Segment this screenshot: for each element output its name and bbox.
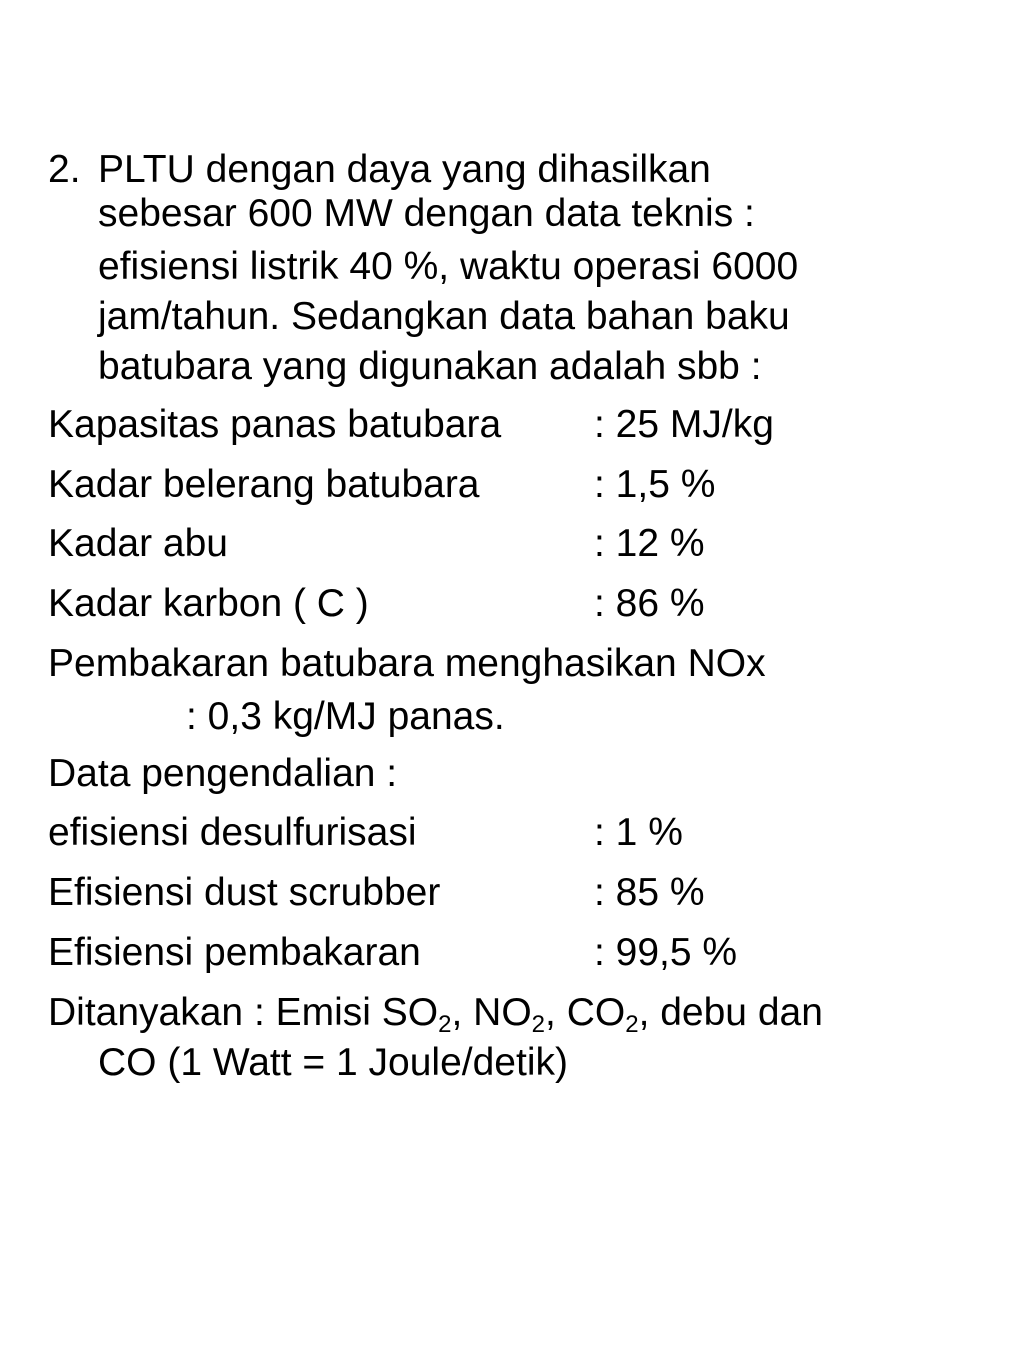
control-data-label: Efisiensi dust scrubber <box>48 871 441 914</box>
nox-label: Pembakaran batubara menghasikan NOx <box>48 642 766 685</box>
control-data-value: : 85 % <box>594 871 705 914</box>
control-data-value: : 99,5 % <box>594 931 738 974</box>
coal-data-label: Kapasitas panas batubara <box>48 403 502 446</box>
intro-line-3: efisiensi listrik 40 %, waktu operasi 6000 <box>98 245 799 288</box>
subscript-2: 2 <box>531 1011 546 1038</box>
coal-data-value: : 1,5 % <box>594 463 716 506</box>
intro-line-5: batubara yang digunakan adalah sbb : <box>98 345 762 388</box>
coal-data-label: Kadar karbon ( C ) <box>48 582 369 625</box>
control-data-label: efisiensi desulfurisasi <box>48 811 417 854</box>
problem-number: 2. <box>48 148 81 191</box>
control-heading: Data pengendalian : <box>48 752 398 795</box>
question-line-1 <box>48 991 823 1038</box>
coal-data-value: : 12 % <box>594 522 705 565</box>
coal-data-value: : 25 MJ/kg <box>594 403 774 446</box>
subscript-2: 2 <box>625 1011 639 1038</box>
intro-line-1: PLTU dengan daya yang dihasilkan <box>98 148 711 191</box>
question-line-2: CO (1 Watt = 1 Joule/detik) <box>98 1041 568 1084</box>
question-co: , CO <box>545 991 626 1034</box>
question-prefix: Ditanyakan : Emisi SO <box>48 991 439 1034</box>
coal-data-label: Kadar abu <box>48 522 228 565</box>
intro-line-2: sebesar 600 MW dengan data teknis : <box>98 192 755 235</box>
nox-value: : 0,3 kg/MJ panas. <box>186 695 505 738</box>
coal-data-value: : 86 % <box>594 582 705 625</box>
intro-line-4: jam/tahun. Sedangkan data bahan baku <box>98 295 790 338</box>
question-no: , NO <box>451 991 532 1034</box>
control-data-label: Efisiensi pembakaran <box>48 931 421 974</box>
control-data-value: : 1 % <box>594 811 683 854</box>
question-suffix: , debu dan <box>638 991 823 1034</box>
subscript-2: 2 <box>438 1011 452 1038</box>
coal-data-label: Kadar belerang batubara <box>48 463 480 506</box>
